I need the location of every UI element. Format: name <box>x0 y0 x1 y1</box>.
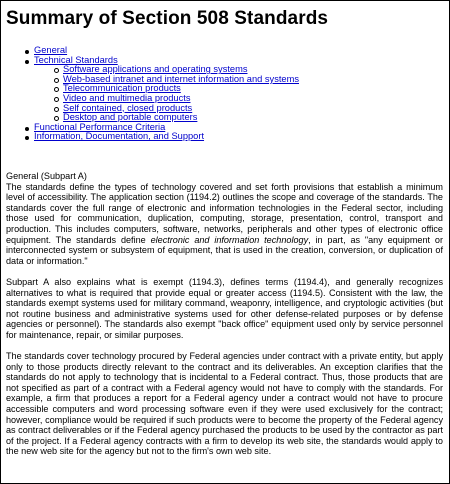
toc-link-functional[interactable]: Functional Performance Criteria <box>34 121 166 132</box>
toc-link-information[interactable]: Information, Documentation, and Support <box>34 131 205 142</box>
toc-link-video[interactable]: Video and multimedia products <box>63 92 191 103</box>
toc-link-web[interactable]: Web-based intranet and internet information and systems <box>63 73 299 84</box>
page-title: Summary of Section 508 Standards <box>6 8 329 29</box>
toc-link-software[interactable]: Software applications and operating systems <box>63 64 248 75</box>
toc-link-self-contained[interactable]: Self contained, closed products <box>63 102 193 113</box>
body-text <box>6 171 443 468</box>
emphasized-term: electronic and information technology <box>150 234 309 245</box>
toc-item <box>21 132 299 142</box>
table-of-contents <box>21 46 299 142</box>
paragraph-exemptions: Subpart A also explains what is exempt (1194.3), defines terms (1194.4), and generally recognizes alternatives to what is required that provide equal or greater access (1194.5). Consistent with the law, the standards exempt systems used for military command, weaponry, intelligence, and cryptologic activities (but not routine business and administrative systems used for other defense-related purposes or by defense agencies or personnel). The standards also exempt "back office" equipment used only by service personnel for maintenance, repair, or similar purposes. <box>6 276 443 340</box>
paragraph-text: The standards define the types of technology covered and set forth provisions that establish a minimum level of accessibility. The application section (1194.2) outlines the scope and coverage of the standards. The standards cover the full range of electronic and information technologies in the Federal sector, including those used for communication, duplication, computing, storage, presentation, control, transport and production. This includes computers, software, networks, peripherals and other types of electronic office equipment. The standards define <box>6 181 443 245</box>
toc-link-general[interactable]: General <box>34 45 68 55</box>
paragraph-general <box>6 182 443 267</box>
toc-link-technical-standards[interactable]: Technical Standards <box>34 54 118 65</box>
paragraph-contracts: The standards cover technology procured by Federal agencies under contract with a private entity, but apply only to those products directly relevant to the contract and its deliverables. An exception clarifies that the standards do not apply to technology that is incidental to a Federal contract. Thus, those products that are not specified as part of a contract with a Federal agency would not have to comply with the standards. For example, a firm that produces a report for a Federal agency under a contract would not have to procure accessible computers and word processing software even if they were used exclusively for the contract; however, compliance would be required if such products were to become the property of the Federal agency as contract deliverables or if the Federal agency purchased the products to be used by the contractor as part of the project. If a Federal agency contracts with a firm to develop its web site, the standards would apply to the new web site for the agency but not to the firm's own web site. <box>6 351 443 457</box>
toc-item <box>21 56 299 123</box>
toc-sublist <box>34 65 299 123</box>
toc-link-telecommunication[interactable]: Telecommunication products <box>63 83 181 94</box>
toc-link-desktop[interactable]: Desktop and portable computers <box>63 112 198 123</box>
section-heading: General (Subpart A) <box>6 171 87 181</box>
paragraph-text: , in part, as "any equipment or interconnected system or subsystem of equipment, that is used in the creation, conversion, or duplication of data or information." <box>6 234 443 266</box>
